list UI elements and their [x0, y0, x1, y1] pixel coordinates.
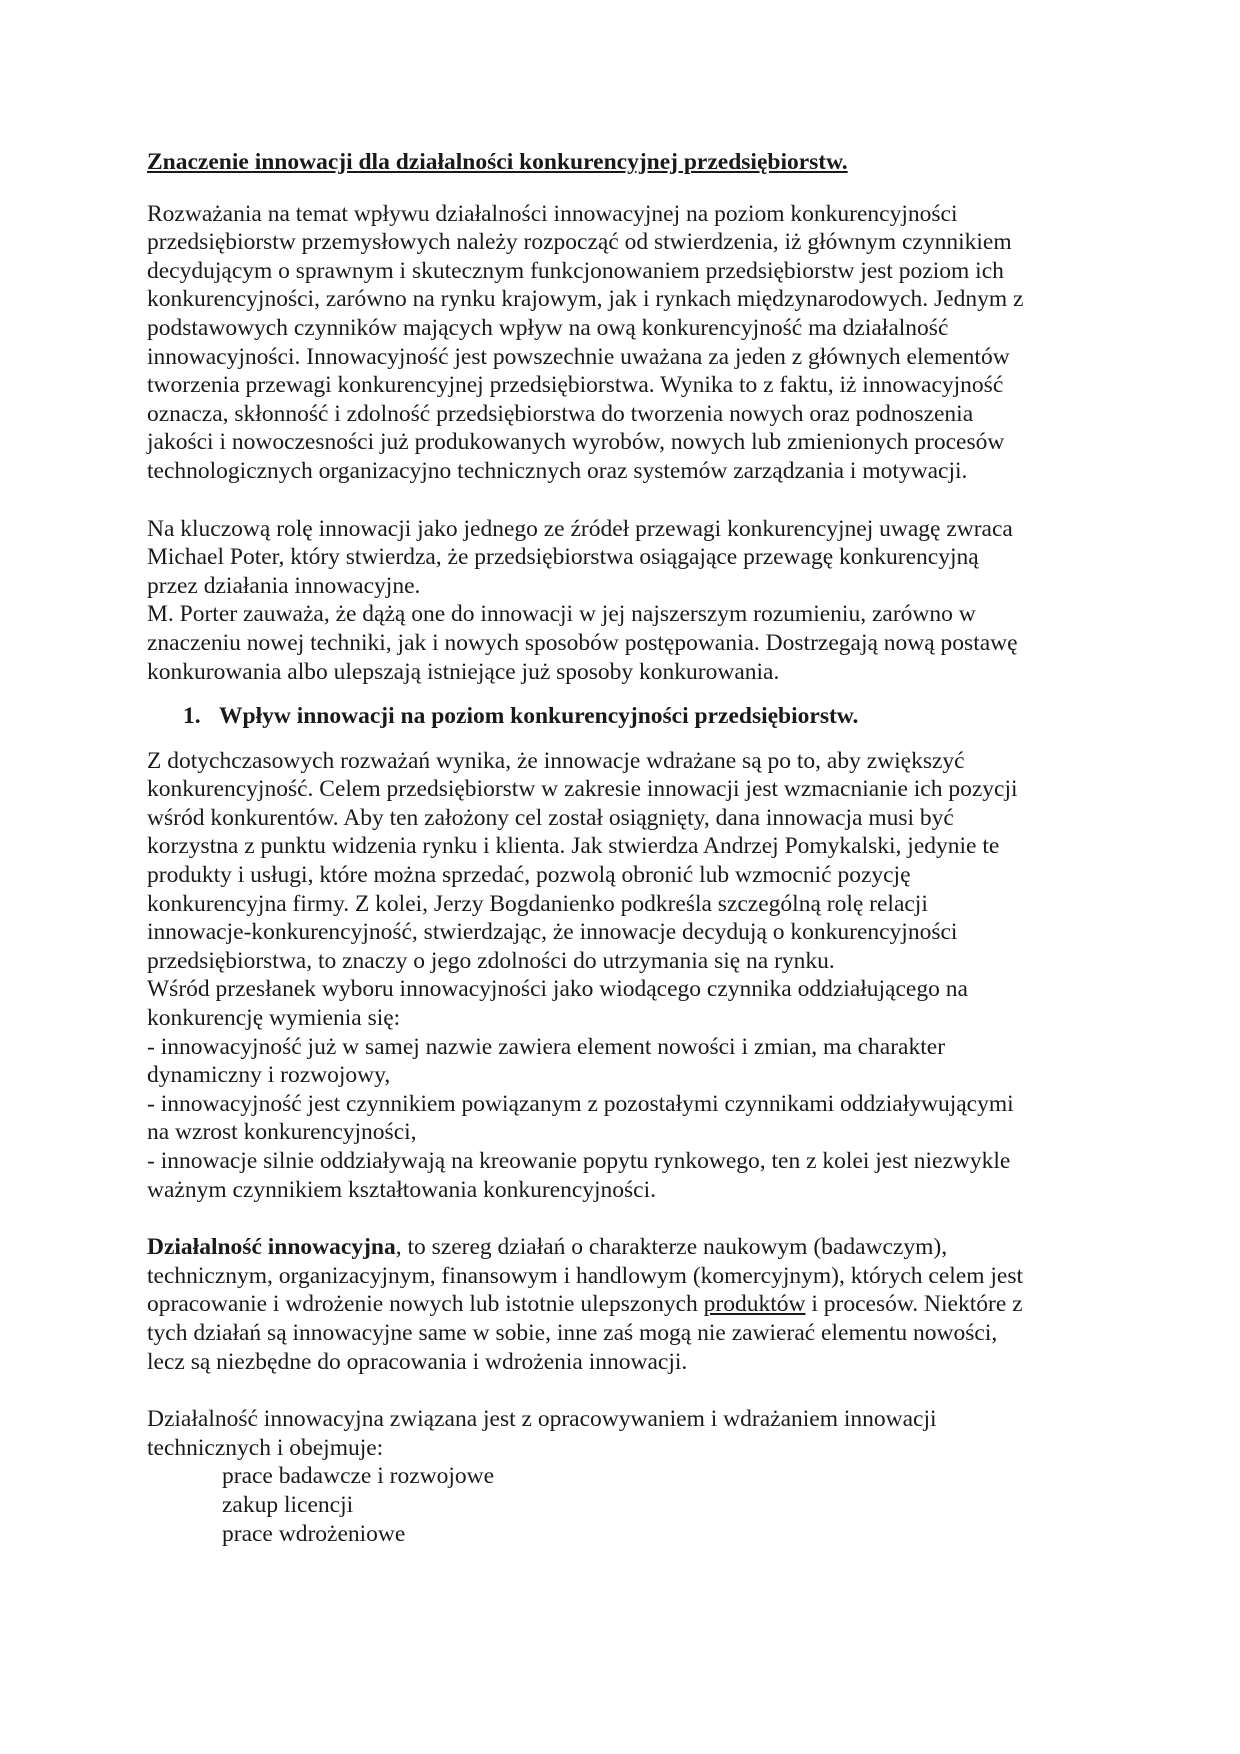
list-item: - innowacyjność już w samej nazwie zawiera element nowości i zmian, ma charakter: [147, 1033, 946, 1060]
text-line: technicznych i obejmuje:: [147, 1434, 384, 1461]
text-line: tworzenia przewagi konkurencyjnej przedsiębiorstwa. Wynika to z faktu, iż innowacyjność: [147, 372, 1004, 399]
section-heading: [183, 702, 1107, 731]
text-line: Działalność innowacyjna związana jest z opracowywaniem i wdrażaniem innowacji: [147, 1406, 937, 1433]
definition-paragraph: [147, 1233, 1107, 1376]
list-item: prace wdrożeniowe: [222, 1520, 406, 1547]
text-line: innowacyjności. Innowacyjność jest powszechnie uważana za jeden z głównych elementów: [147, 343, 1010, 370]
text-line: Z dotychczasowych rozważań wynika, że innowacje wdrażane są po to, aby zwiększyć: [147, 747, 965, 774]
document-body: [147, 148, 1107, 1548]
text-line: wśród konkurentów. Aby ten założony cel został osiągnięty, dana innowacja musi być: [147, 804, 954, 831]
section-heading-text: Wpływ innowacji na poziom konkurencyjności przedsiębiorstw.: [219, 703, 859, 730]
text-line: Rozważania na temat wpływu działalności innowacyjnej na poziom konkurencyjności: [147, 200, 958, 227]
text-line: decydującym o sprawnym i skutecznym funkcjonowaniem przedsiębiorstw jest poziom ich: [147, 257, 1004, 284]
text-fragment: , to szereg działań o charakterze naukowym (badawczym),: [395, 1234, 948, 1261]
text-line: technologicznych organizacyjno technicznych oraz systemów zarządzania i motywacji.: [147, 457, 968, 484]
text-line: jakości i nowoczesności już produkowanych wyrobów, nowych lub zmienionych procesów: [147, 429, 1005, 456]
definition-term: Działalność innowacyjna: [147, 1234, 396, 1261]
text-line: konkurencyjności, zarówno na rynku krajowym, jak i rynkach międzynarodowych. Jednym z: [147, 286, 1024, 313]
text-line: technicznym, organizacyjnym, finansowym i handlowym (komercyjnym), których celem jest: [147, 1262, 1024, 1289]
text-line: [147, 1233, 1107, 1262]
text-line: Michael Poter, który stwierdza, że przedsiębiorstwa osiągające przewagę konkurencyjną: [147, 544, 979, 571]
text-line: konkurowania albo ulepszają istniejące już sposoby konkurowania.: [147, 658, 780, 685]
text-fragment: i procesów. Niektóre z: [805, 1291, 1023, 1318]
text-line: ważnym czynnikiem kształtowania konkurencyjności.: [147, 1176, 657, 1203]
paragraph-gap: [147, 1376, 1107, 1405]
porter-paragraph: [147, 515, 1107, 687]
paragraph-gap: [147, 731, 1107, 747]
text-line: produkty i usługi, które można sprzedać, pozwolą obronić lub wzmocnić pozycję: [147, 862, 911, 889]
list-item: - innowacje silnie oddziaływają na kreowanie popytu rynkowego, ten z kolei jest niezwykle: [147, 1148, 1011, 1174]
text-line: konkurencyjna firmy. Z kolei, Jerzy Bogdanienko podkreśla szczególną rolę relacji: [147, 890, 928, 917]
text-line: podstawowych czynników mających wpływ na ową konkurencyjność ma działalność: [147, 314, 949, 341]
list-item: - innowacyjność jest czynnikiem powiązanym z pozostałymi czynnikami oddziaływującymi: [147, 1090, 1014, 1117]
section-number: 1.: [183, 703, 201, 730]
text-line: Wśród przesłanek wyboru innowacyjności jako wiodącego czynnika oddziałującego na: [147, 976, 968, 1003]
text-line: oznacza, skłonność i zdolność przedsiębiorstwa do tworzenia nowych oraz podnoszenia: [147, 400, 974, 427]
text-line: znaczeniu nowej techniki, jak i nowych sposobów postępowania. Dostrzegają nową postawę: [147, 629, 1018, 656]
list-item: prace badawcze i rozwojowe: [222, 1463, 495, 1490]
text-line: [147, 1290, 1107, 1319]
scope-paragraph: [147, 1405, 1107, 1548]
produkty-link[interactable]: produktów: [703, 1291, 806, 1318]
document-title: Znaczenie innowacji dla działalności konkurencyjnej przedsiębiorstw.: [147, 149, 848, 175]
text-line: Na kluczową rolę innowacji jako jednego ze źródeł przewagi konkurencyjnej uwagę zwraca: [147, 515, 1013, 542]
intro-paragraph: [147, 200, 1107, 486]
text-fragment: opracowanie i wdrożenie nowych lub istotnie ulepszonych: [147, 1291, 704, 1318]
text-line: korzystna z punktu widzenia rynku i klienta. Jak stwierdza Andrzej Pomykalski, jedynie te: [147, 833, 1000, 860]
list-item: zakup licencji: [222, 1491, 354, 1518]
text-line: lecz są niezbędne do opracowania i wdrożenia innowacji.: [147, 1348, 688, 1375]
text-line: na wzrost konkurencyjności,: [147, 1119, 417, 1146]
text-line: konkurencję wymienia się:: [147, 1005, 401, 1032]
section1-paragraph: [147, 747, 1107, 1205]
text-line: przez działania innowacyjne.: [147, 572, 421, 599]
paragraph-gap: [147, 486, 1107, 515]
text-line: M. Porter zauważa, że dążą one do innowacji w jej najszerszym rozumieniu, zarówno w: [147, 601, 976, 628]
text-line: przedsiębiorstwa, to znaczy o jego zdolności do utrzymania się na rynku.: [147, 947, 835, 974]
text-line: tych działań są innowacyjne same w sobie, inne zaś mogą nie zawierać elementu nowości,: [147, 1319, 998, 1346]
scope-list: [222, 1462, 1107, 1548]
text-line: przedsiębiorstw przemysłowych należy rozpocząć od stwierdzenia, iż głównym czynnikiem: [147, 229, 1012, 256]
text-line: konkurencyjność. Celem przedsiębiorstw w zakresie innowacji jest wzmacnianie ich pozycji: [147, 776, 1018, 803]
text-line: innowacje-konkurencyjność, stwierdzając, że innowacje decydują o konkurencyjności: [147, 919, 958, 946]
paragraph-gap: [147, 1204, 1107, 1233]
paragraph-gap: [147, 686, 1107, 702]
text-line: dynamiczny i rozwojowy,: [147, 1062, 391, 1089]
